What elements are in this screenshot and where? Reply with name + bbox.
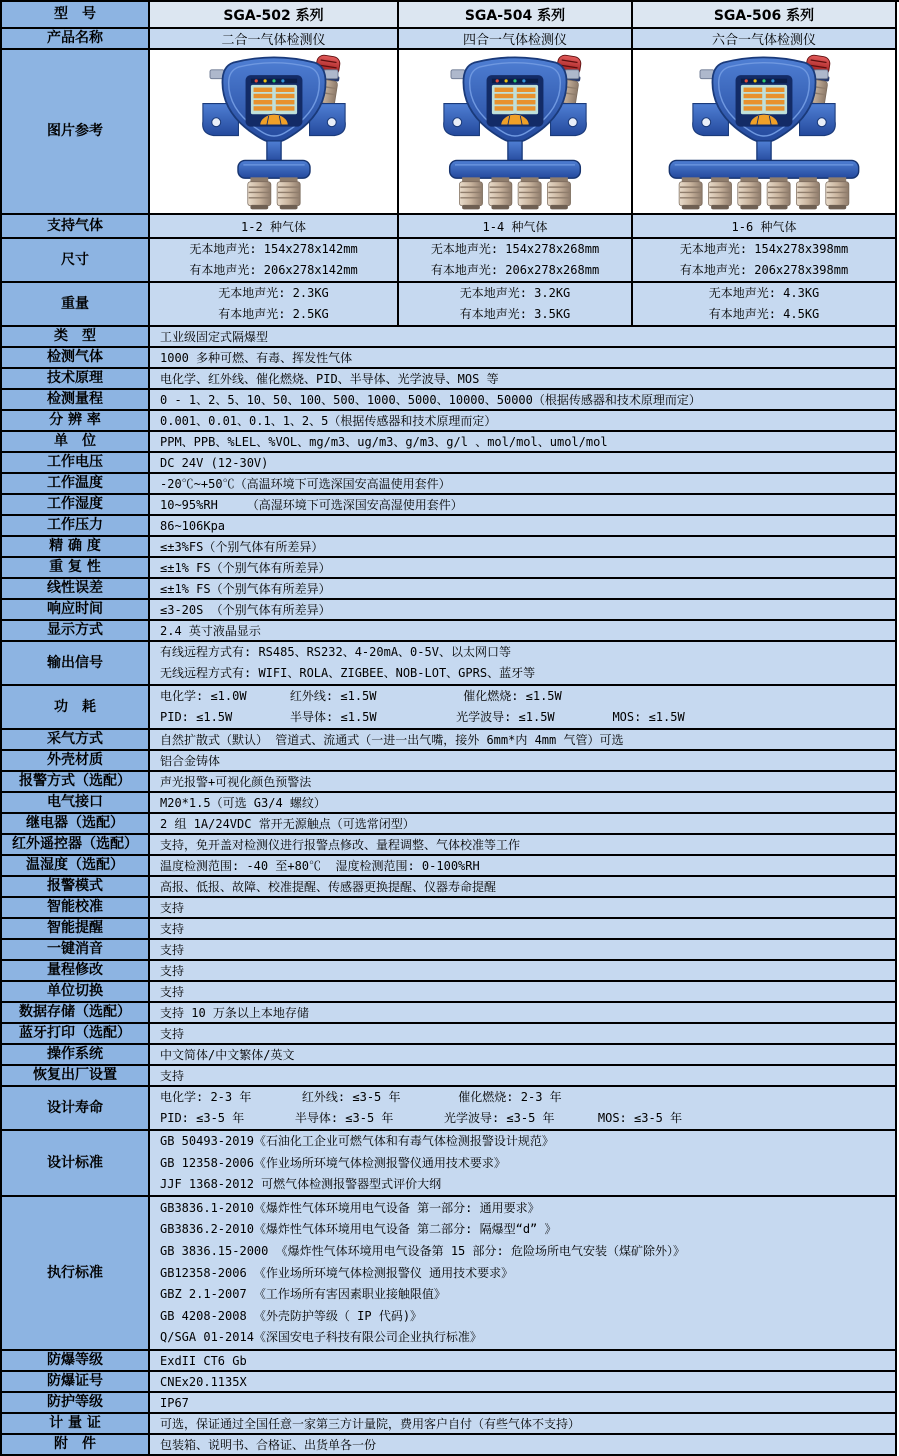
gas-count-1: 1-2 种气体 [150,215,399,239]
spec-row [2,1045,899,1066]
product-name-2: 四合一气体检测仪 [399,29,633,50]
spec-value-line: GB 4208-2008 《外壳防护等级（ IP 代码)》 [160,1308,423,1323]
spec-row-label: 工作温度 [2,474,150,495]
row-label-gas: 支持气体 [2,215,150,239]
spec-row [2,1435,899,1456]
spec-value-line: PID: ≤3-5 年 半导体: ≤3-5 年 光学波导: ≤3-5 年 MOS: ≤3-5 年 [160,1111,683,1125]
spec-row [2,537,899,558]
detector-image-sga506 [633,50,897,215]
gas-detector-illustration [408,52,622,212]
gas-detector-illustration [167,52,381,212]
size-line: 无本地声光: 154x278x142mm [189,242,358,256]
spec-value-line: 有线远程方式有: RS485、RS232、4-20mA、0-5V、以太网口等 [160,645,511,659]
spec-value-line: 支持，免开盖对检测仪进行报警点修改、量程调整、气体校准等工作 [160,838,521,852]
spec-row [2,1393,899,1414]
spec-row [2,982,899,1003]
spec-row-label: 线性误差 [2,579,150,600]
spec-value-line: -20℃~+50℃（高温环境下可选深国安高温使用套件） [160,477,451,491]
spec-row-label: 设计标准 [2,1131,150,1197]
model-header-row [2,2,899,29]
product-name-3: 六合一气体检测仪 [633,29,897,50]
spec-row-value [150,772,897,793]
spec-row-value [150,961,897,982]
weight-line: 无本地声光: 3.2KG [459,286,571,300]
spec-value-line: 铝合金铸体 [160,754,221,768]
spec-row-label: 重 复 性 [2,558,150,579]
spec-row-label: 附 件 [2,1435,150,1456]
spec-row-label: 操作系统 [2,1045,150,1066]
spec-value-line: M20*1.5（可选 G3/4 螺纹） [160,796,326,810]
spec-row-value [150,411,897,432]
spec-row [2,1131,899,1197]
spec-row-value [150,793,897,814]
spec-row-value [150,898,897,919]
spec-row-label: 采气方式 [2,730,150,751]
spec-row [2,474,899,495]
spec-value-line: 中文简体/中文繁体/英文 [160,1048,295,1062]
spec-row-value [150,1066,897,1087]
spec-value-line: GB12358-2006 《作业场所环境气体检测报警仪 通用技术要求》 [160,1265,514,1280]
weight-line: 有本地声光: 3.5KG [459,307,571,321]
spec-value-line: 可选，保证通过全国任意一家第三方计量院，费用客户自付（有些气体不支持） [160,1417,581,1431]
spec-row [2,327,899,348]
weight-row [2,283,899,327]
spec-row-label: 报警方式（选配） [2,772,150,793]
spec-row-value [150,621,897,642]
spec-row-value [150,856,897,877]
spec-row-value [150,940,897,961]
spec-row [2,1003,899,1024]
spec-row-value [150,1393,897,1414]
spec-row-value [150,369,897,390]
size-line: 有本地声光: 206x278x268mm [430,263,600,277]
spec-row-label: 报警模式 [2,877,150,898]
spec-row [2,495,899,516]
spec-row-label: 类 型 [2,327,150,348]
spec-row [2,919,899,940]
spec-row [2,940,899,961]
spec-value-line: PPM、PPB、%LEL、%VOL、mg/m3、ug/m3、g/m3、g/l 、mol/mol、umol/mol [160,435,608,449]
spec-row-value [150,495,897,516]
weight-1 [150,283,399,327]
spec-value-line: GB 50493-2019《石油化工企业可燃气体和有毒气体检测报警设计规范》 [160,1134,554,1149]
spec-row-label: 精 确 度 [2,537,150,558]
size-3 [633,239,897,283]
spec-value-line: ≤3-20S （个别气体有所差异） [160,603,331,617]
spec-row-value [150,642,897,686]
spec-row-label: 工作压力 [2,516,150,537]
spec-row-value [150,558,897,579]
spec-row [2,898,899,919]
spec-row-value [150,1372,897,1393]
spec-row-label: 单 位 [2,432,150,453]
spec-value-line: 电化学: ≤1.0W 红外线: ≤1.5W 催化燃烧: ≤1.5W [160,689,562,703]
spec-row-label: 检测量程 [2,390,150,411]
spec-row [2,432,899,453]
spec-row-value [150,1351,897,1372]
spec-row-value [150,600,897,621]
spec-value-line: GB3836.2-2010《爆炸性气体环境用电气设备 第二部分: 隔爆型“d” 》 [160,1222,557,1237]
spec-row [2,1197,899,1351]
weight-line: 有本地声光: 2.5KG [218,307,329,321]
product-name-1: 二合一气体检测仪 [150,29,399,50]
spec-value-line: 支持 [160,1069,185,1083]
size-line: 无本地声光: 154x278x398mm [679,242,849,256]
spec-row-value [150,1024,897,1045]
spec-row-value [150,751,897,772]
spec-row-label: 外壳材质 [2,751,150,772]
spec-value-line: 0 - 1、2、5、10、50、100、500、1000、5000、10000、50000（根据传感器和技术原理而定） [160,393,701,407]
spec-row [2,751,899,772]
spec-row-value [150,835,897,856]
size-line: 有本地声光: 206x278x142mm [189,263,358,277]
spec-row-label: 执行标准 [2,1197,150,1351]
spec-row-label: 防护等级 [2,1393,150,1414]
spec-row-label: 智能提醒 [2,919,150,940]
model-name-sga502: SGA-502 系列 [150,2,399,29]
spec-row-label: 输出信号 [2,642,150,686]
spec-row [2,390,899,411]
spec-row [2,1066,899,1087]
weight-line: 无本地声光: 4.3KG [708,286,820,300]
spec-value-line: ≤±1% FS（个别气体有所差异） [160,582,331,596]
spec-value-line: 支持 [160,985,185,999]
spec-row [2,793,899,814]
spec-row [2,1372,899,1393]
sensor-manifold [669,160,858,178]
spec-row [2,835,899,856]
gas-count-2: 1-4 种气体 [399,215,633,239]
gas-detector-illustration [657,52,871,212]
spec-row-value [150,348,897,369]
spec-row-value [150,1197,897,1351]
spec-row-value [150,1131,897,1197]
spec-rows-section [2,327,899,1456]
weight-line: 有本地声光: 4.5KG [708,307,820,321]
spec-row-value [150,686,897,730]
spec-value-line: 10~95%RH （高湿环境下可选深国安高湿使用套件） [160,498,463,512]
spec-row-label: 显示方式 [2,621,150,642]
size-line: 无本地声光: 154x278x268mm [430,242,600,256]
spec-row-value [150,432,897,453]
detector-image-sga502 [150,50,399,215]
spec-row [2,730,899,751]
spec-value-line: JJF 1368-2012 可燃气体检测报警器型式评价大纲 [160,1176,442,1191]
spec-value-line: 高报、低报、故障、校准提醒、传感器更换提醒、仪器寿命提醒 [160,880,497,894]
spec-row-value [150,1414,897,1435]
spec-row [2,1414,899,1435]
spec-row-label: 蓝牙打印（选配） [2,1024,150,1045]
spec-value-line: GB 12358-2006《作业场所环境气体检测报警仪通用技术要求》 [160,1155,506,1170]
weight-3 [633,283,897,327]
spec-value-line: 支持 [160,922,185,936]
spec-row-label: 检测气体 [2,348,150,369]
spec-row [2,558,899,579]
spec-value-line: 2.4 英寸液晶显示 [160,624,261,638]
spec-row-label: 设计寿命 [2,1087,150,1131]
spec-row [2,686,899,730]
spec-row-value [150,327,897,348]
spec-row [2,453,899,474]
spec-row-label: 红外遥控器（选配） [2,835,150,856]
model-name-sga504: SGA-504 系列 [399,2,633,29]
spec-value-line: 支持 [160,901,185,915]
spec-value-line: 自然扩散式（默认） 管道式、流通式（一进一出气嘴，接外 6mm*内 4mm 气管）可选 [160,733,624,747]
spec-row [2,621,899,642]
spec-value-line: Q/SGA 01-2014《深国安电子科技有限公司企业执行标准》 [160,1330,482,1345]
spec-row-label: 技术原理 [2,369,150,390]
sensor-manifold [238,160,310,178]
spec-row [2,348,899,369]
spec-row-value [150,982,897,1003]
spec-row-value [150,730,897,751]
spec-row [2,600,899,621]
spec-value-line: 工业级固定式隔爆型 [160,330,269,344]
spec-row [2,814,899,835]
spec-value-line: PID: ≤1.5W 半导体: ≤1.5W 光学波导: ≤1.5W MOS: ≤1.5W [160,710,685,724]
spec-row-label: 单位切换 [2,982,150,1003]
spec-row-value [150,579,897,600]
spec-row-label: 响应时间 [2,600,150,621]
spec-row-label: 智能校准 [2,898,150,919]
model-name-sga506: SGA-506 系列 [633,2,897,29]
spec-row-value [150,474,897,495]
spec-row [2,579,899,600]
spec-value-line: 温度检测范围: -40 至+80℃ 湿度检测范围: 0-100%RH [160,859,480,873]
spec-row [2,877,899,898]
spec-row-label: 防爆等级 [2,1351,150,1372]
spec-value-line: 无线远程方式有: WIFI、ROLA、ZIGBEE、NOB-LOT、GPRS、蓝牙等 [160,666,536,680]
spec-row [2,1351,899,1372]
row-label-image: 图片参考 [2,50,150,215]
spec-row-label: 数据存储（选配） [2,1003,150,1024]
sensor-cylinders [247,177,299,209]
spec-row-value [150,1003,897,1024]
spec-value-line: 支持 [160,964,185,978]
spec-row-label: 电气接口 [2,793,150,814]
spec-value-line: 支持 10 万条以上本地存储 [160,1006,309,1020]
spec-row [2,411,899,432]
detector-image-sga504 [399,50,633,215]
spec-value-line: 支持 [160,1027,185,1041]
spec-row-label: 继电器（选配） [2,814,150,835]
product-name-row [2,29,899,50]
spec-row-label: 温湿度（选配） [2,856,150,877]
spec-value-line: 支持 [160,943,185,957]
spec-row-value [150,814,897,835]
spec-row-value [150,390,897,411]
weight-line: 无本地声光: 2.3KG [218,286,329,300]
size-row [2,239,899,283]
row-label-model: 型 号 [2,2,150,29]
spec-row-label: 恢复出厂设置 [2,1066,150,1087]
spec-row-value [150,877,897,898]
spec-row [2,369,899,390]
spec-value-line: 2 组 1A/24VDC 常开无源触点（可选常闭型） [160,817,415,831]
spec-row-label: 工作湿度 [2,495,150,516]
supported-gas-row [2,215,899,239]
spec-row-label: 量程修改 [2,961,150,982]
spec-row-value [150,1045,897,1066]
spec-value-line: 86~106Kpa [160,519,226,533]
spec-row [2,1024,899,1045]
spec-value-line: 电化学、红外线、催化燃烧、PID、半导体、光学波导、MOS 等 [160,372,499,386]
spec-value-line: ≤±3%FS（个别气体有所差异） [160,540,324,554]
sensor-cylinders [459,177,570,209]
weight-2 [399,283,633,327]
spec-row [2,516,899,537]
row-label-size: 尺寸 [2,239,150,283]
spec-row-label: 计 量 证 [2,1414,150,1435]
size-1 [150,239,399,283]
row-label-weight: 重量 [2,283,150,327]
sensor-cylinders [679,177,849,209]
spec-value-line: DC 24V (12-30V) [160,456,269,470]
row-label-product-name: 产品名称 [2,29,150,50]
spec-value-line: IP67 [160,1396,189,1410]
spec-row-value [150,919,897,940]
image-reference-row [2,50,899,215]
spec-value-line: 声光报警+可视化颜色预警法 [160,775,312,789]
spec-row [2,961,899,982]
spec-value-line: ExdII CT6 Gb [160,1354,247,1368]
spec-value-line: GBZ 2.1-2007 《工作场所有害因素职业接触限值》 [160,1287,446,1302]
spec-row [2,772,899,793]
spec-row-label: 一键消音 [2,940,150,961]
spec-value-line: 1000 多种可燃、有毒、挥发性气体 [160,351,353,365]
spec-row-label: 工作电压 [2,453,150,474]
spec-value-line: CNEx20.1135X [160,1375,247,1389]
sensor-manifold [450,160,581,178]
spec-row-value [150,516,897,537]
size-line: 有本地声光: 206x278x398mm [679,263,849,277]
spec-value-line: GB3836.1-2010《爆炸性气体环境用电气设备 第一部分: 通用要求》 [160,1200,540,1215]
spec-row-value [150,537,897,558]
size-2 [399,239,633,283]
spec-row-value [150,1087,897,1131]
spec-row [2,856,899,877]
spec-value-line: 包装箱、说明书、合格证、出货单各一份 [160,1438,377,1452]
gas-count-3: 1-6 种气体 [633,215,897,239]
spec-row-label: 功 耗 [2,686,150,730]
spec-value-line: 0.001、0.01、0.1、1、2、5（根据传感器和技术原理而定） [160,414,497,428]
spec-row [2,1087,899,1131]
spec-row-value [150,1435,897,1456]
spec-row-label: 防爆证号 [2,1372,150,1393]
spec-row-label: 分 辨 率 [2,411,150,432]
spec-row-value [150,453,897,474]
spec-value-line: ≤±1% FS（个别气体有所差异） [160,561,331,575]
spec-value-line: 电化学: 2-3 年 红外线: ≤3-5 年 催化燃烧: 2-3 年 [160,1090,562,1104]
spec-row [2,642,899,686]
spec-value-line: GB 3836.15-2000 《爆炸性气体环境用电气设备第 15 部分: 危险场所电气安装（煤矿除外）》 [160,1243,685,1258]
